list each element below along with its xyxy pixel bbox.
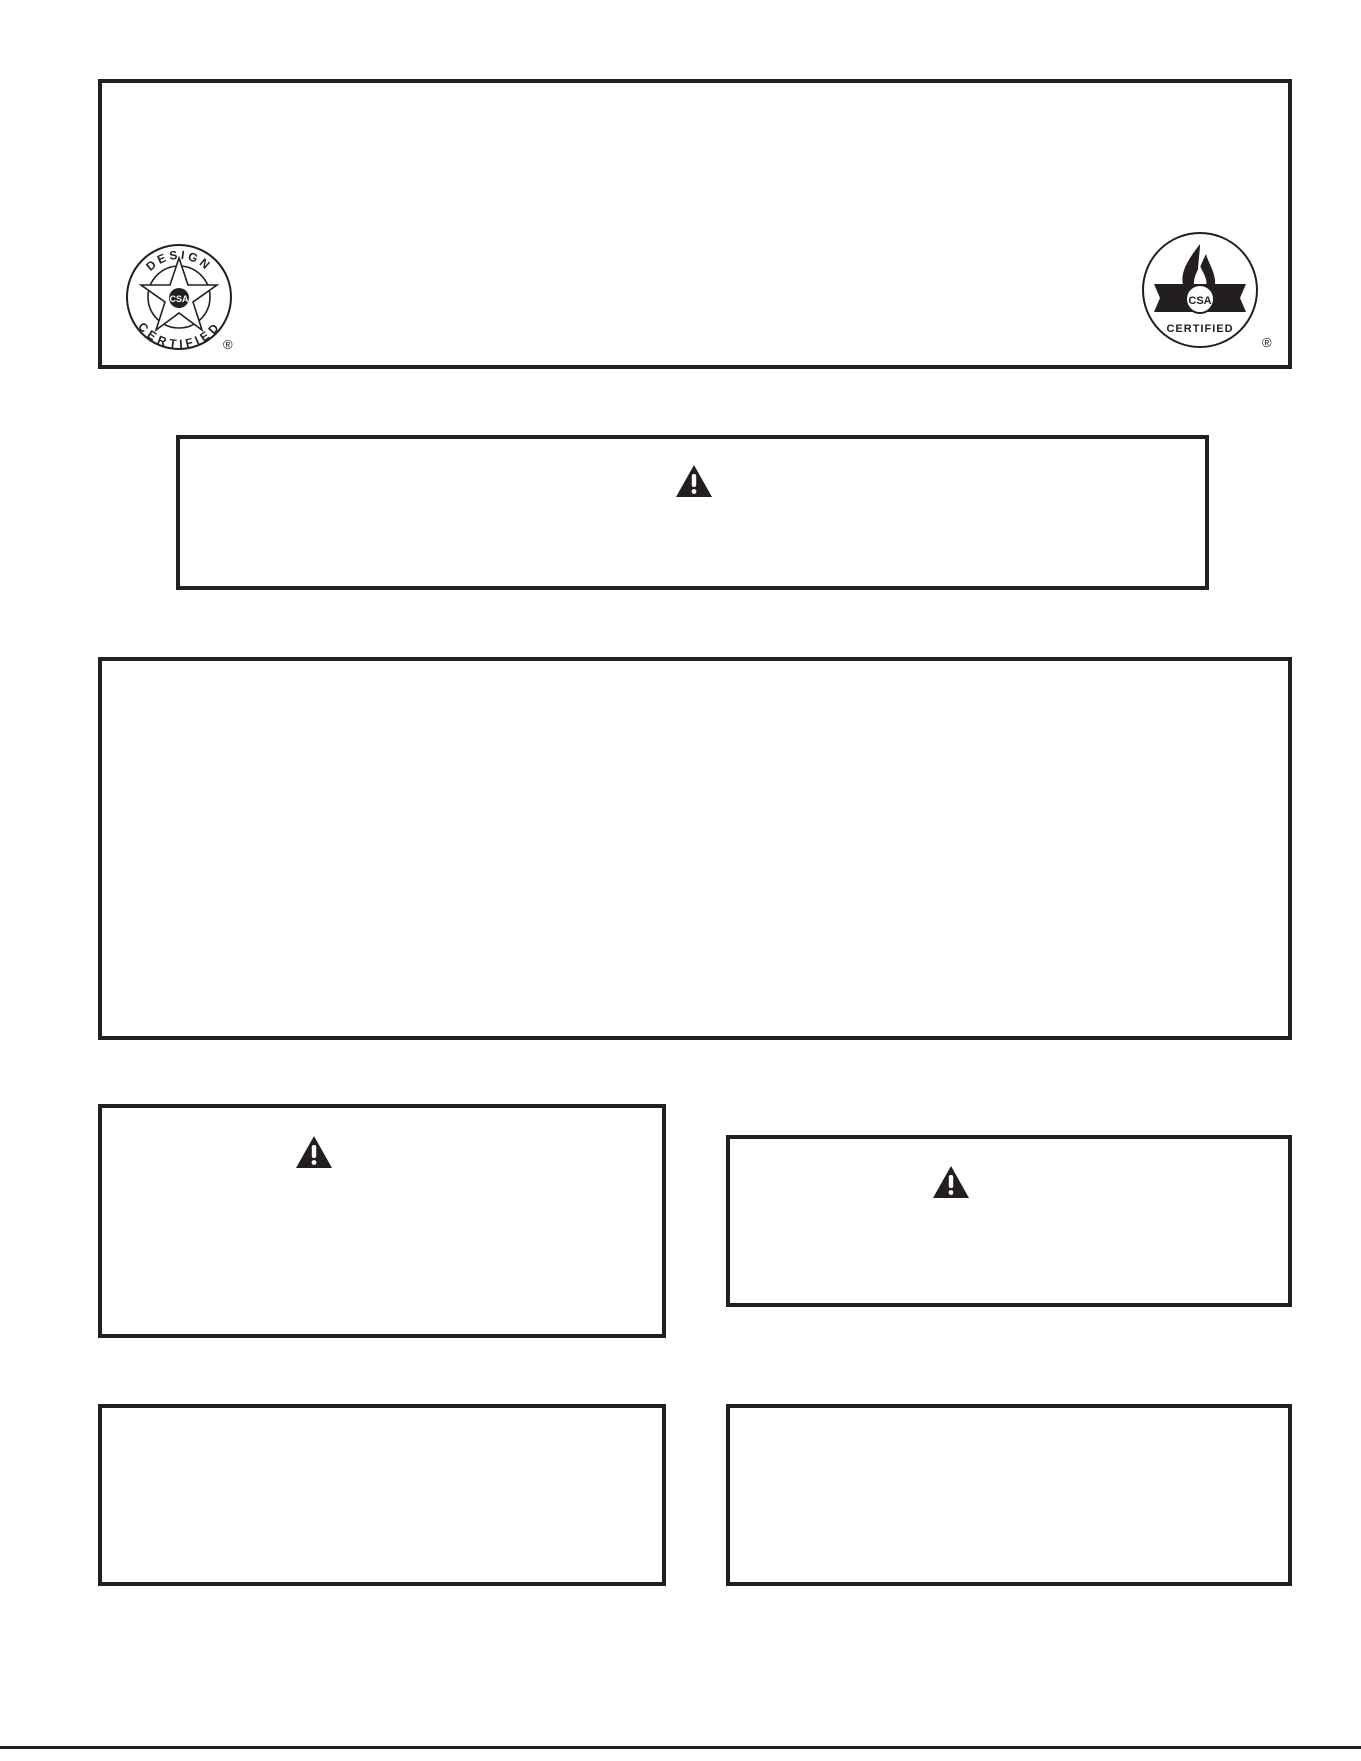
flame-seal-label: CERTIFIED: [1166, 323, 1234, 335]
warning-triangle-icon: [675, 464, 713, 498]
flame-seal-center: CSA: [1188, 295, 1212, 307]
notice-box-bottom-left: [98, 1404, 666, 1586]
warning-box-main: [176, 435, 1209, 590]
warning-box-right: [726, 1135, 1292, 1307]
footer-rule: [0, 1746, 1361, 1749]
flame-seal-registered: ®: [1262, 335, 1272, 350]
header-box: [98, 79, 1292, 369]
design-seal-top-text: DESIGN: [143, 247, 215, 274]
csa-blue-flame-seal-icon: [1140, 232, 1280, 350]
svg-text:CERTIFIED: [135, 320, 223, 351]
warning-triangle-icon: [932, 1165, 970, 1199]
notice-box-bottom-right: [726, 1404, 1292, 1586]
design-seal-center: CSA: [169, 294, 189, 304]
warning-triangle-icon: [295, 1135, 333, 1169]
design-seal-registered: ®: [223, 337, 233, 351]
design-seal-bottom-text: CERTIFIED: [135, 319, 223, 351]
info-box-large: [98, 657, 1292, 1040]
warning-box-left: [98, 1104, 666, 1338]
csa-design-star-seal-icon: [125, 243, 239, 351]
